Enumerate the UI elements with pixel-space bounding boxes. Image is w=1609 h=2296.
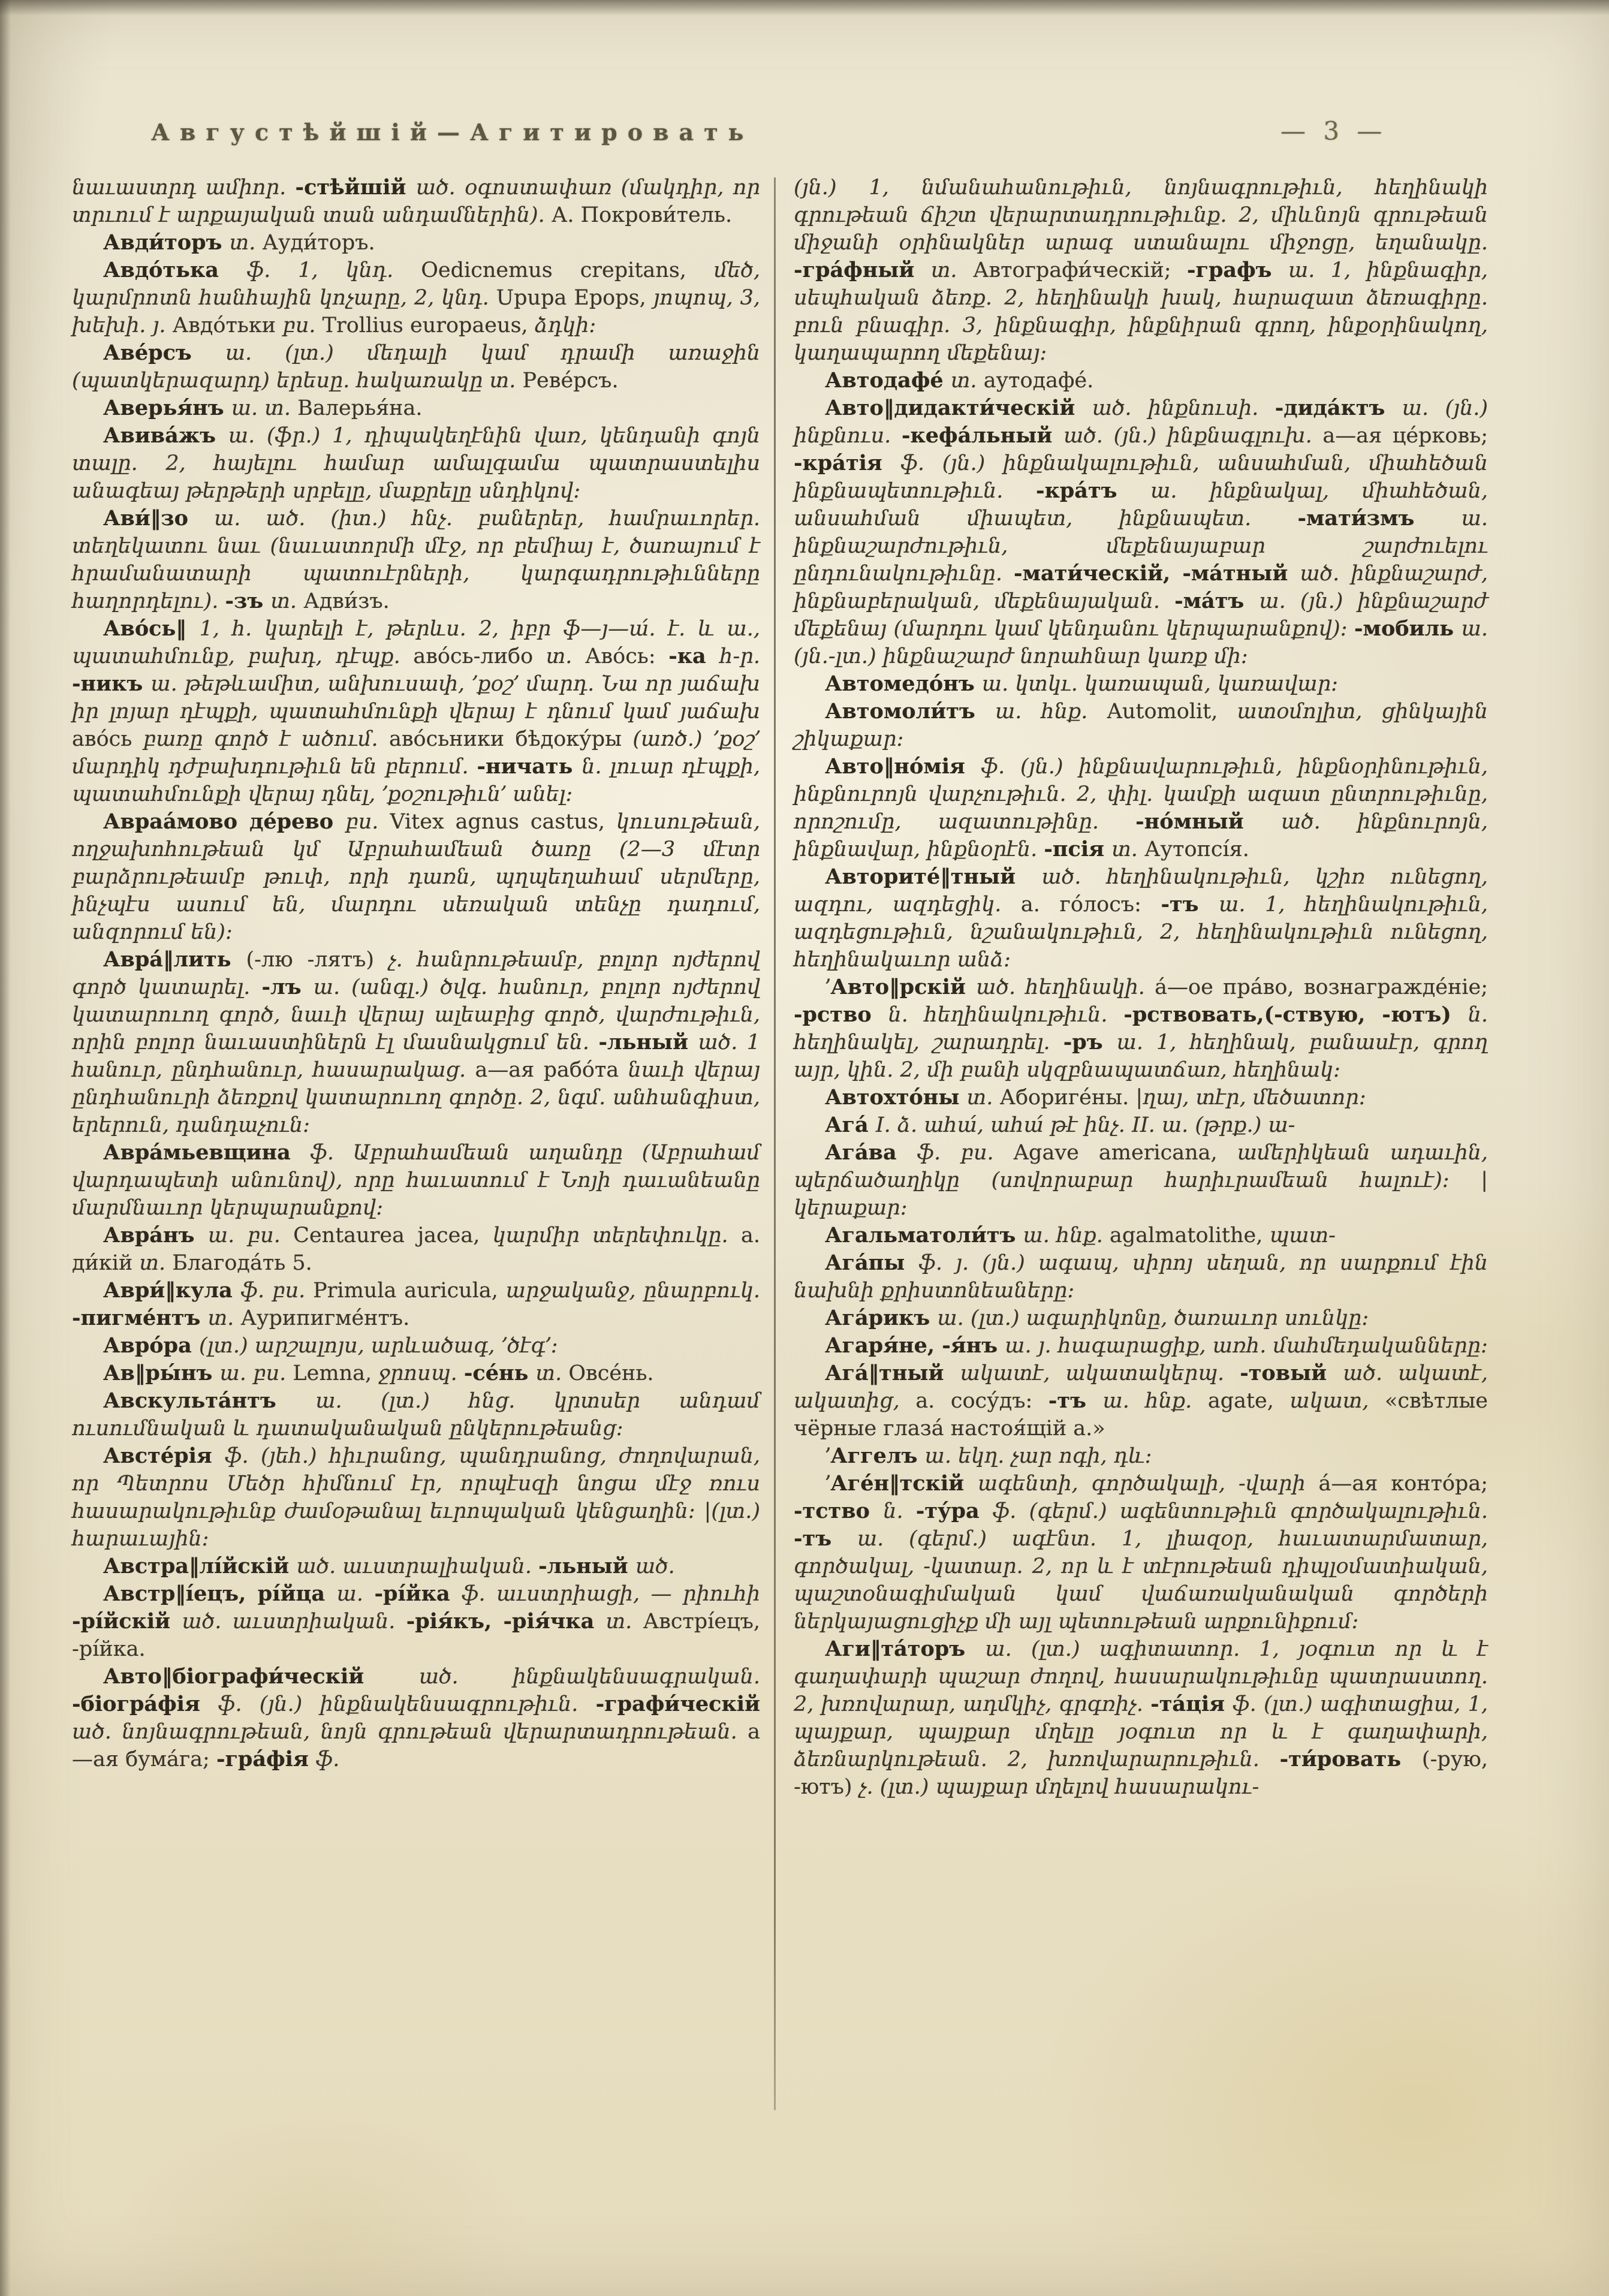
headword: Аге́н‖тскій [830, 1471, 978, 1496]
entry-text: ա. (գերմ.) ագէնտ. 1, լիազօր, հաւատարմատար, գործակալ, -կատար. 2, որ և է տէրութեան դիպլօմատիական, պաշտօնագիմական կամ վաճառականական գործերի ներկայացուցիչք մի այլ պետութեան արքունիքում: [794, 1527, 1489, 1634]
entry-text: ն. լուար դէպքի, պատահմունքի վերայ դնել, ՚քօշութիւն՚ անել: [72, 755, 760, 806]
entry-text: ա. (յն.) ինքնուս. [794, 396, 1488, 448]
entry-text: ա. (լտ.) ագիտատոր. 1, յօգուտ որ և է գաղափարի պաշար ժողով, հասարակութիւնը պատրաստող. 2, խռովարար, ադմկիչ, գրգռիչ. [794, 1637, 1488, 1716]
entry-text: չ. հանրութեամբ, բոլոր ոյժերով գործ կատարել. [72, 948, 760, 999]
entry-text: ած. 1 հանուր, ընդհանուր, հասարակաց. [72, 1031, 760, 1082]
entry-text: մեծ, կարմրոտն հանհային կոչարը, 2, կնդ. [72, 258, 760, 310]
headword: Авто‖рскій [830, 975, 977, 999]
dictionary-entry [794, 367, 1488, 394]
dictionary-entry [794, 1139, 1488, 1222]
entry-text: ած. (յն.) ինքնագլուխ. [1063, 424, 1323, 448]
page-top-shadow [0, 0, 1609, 16]
headword: -лъ [261, 975, 314, 999]
entry-text: а—ая це́рковь; [1322, 424, 1488, 448]
running-head: Августѣйшій—Агитировать [151, 119, 754, 146]
headword: Австе́рія [103, 1444, 225, 1468]
entry-text: տ. [546, 644, 585, 668]
dictionary-entry [72, 1360, 760, 1387]
headword: Авди́торъ [103, 230, 230, 255]
headword: -біогра́фія [72, 1692, 219, 1716]
entry-text: а—ая бума́га; [72, 1720, 760, 1771]
entry-text: տ. [270, 589, 304, 613]
entry-text: տ. [229, 231, 263, 255]
headword: -рство [794, 1002, 888, 1027]
entry-text: ֆ. (յն.) ինքնակենսագրութիւն. [218, 1692, 596, 1716]
entry-text: կուսութեան, ողջախոհութեան կմ Աբրահամեան ծառը (2—3 մէտր բարձրութեամբ թուփ, որի դառն, պղպեղահամ սերմերը, ինչպէս ասում են, մարդու սեռական տենչը դադում, անզորում են): [72, 810, 760, 944]
entry-text: տ. [207, 1306, 241, 1330]
entry-text: ա. 1, ինքնագիր, սեպհական ձեռք. 2, հեղինակի խակ, հարազատ ձեռագիրը. բուն բնագիր. 3, ինքնագիր, ինքնիրան գրող, ինքօրինակող, կաղապարող մեքենայ: [794, 258, 1488, 365]
headword: -рія́къ, -рія́чка [406, 1609, 606, 1634]
entry-text: նաւի վերայ ընդհանուրի ձեռքով կատարուող գործը. 2, նգմ. անհանգիստ, երերուն, դանդաչուն: [72, 1058, 760, 1137]
entry-text: |ղայ, տէր, մեծատոր: [1135, 1086, 1366, 1110]
dictionary-entry [72, 422, 760, 505]
entry-text: аво́сьники бѣдоку́ры [388, 727, 633, 751]
headword: Авто‖біографи́ческій [103, 1664, 419, 1689]
headword: Ага́пы [825, 1251, 919, 1275]
entry-text: Реве́рсъ. [522, 369, 619, 393]
headword: -зъ [225, 589, 271, 613]
entry-text: ն. [883, 1499, 916, 1523]
dictionary-entry [72, 1139, 760, 1222]
entry-text: ֆ. (յն.) ինքնակալութիւն, անսահման, միահեծան ինքնապետութիւն. [794, 451, 1488, 503]
entry-text: (-лю -лятъ) [246, 948, 388, 972]
entry-text: ած. ինքնուսի. [1092, 396, 1275, 420]
headword: -льный [598, 1030, 698, 1054]
dictionary-entry [72, 1663, 760, 1773]
entry-text: ած. ինքնուրոյն, ինքնավար, ինքնօրէն. [794, 810, 1489, 861]
headword: -тъ [794, 1526, 857, 1551]
dictionary-entry [794, 1111, 1488, 1139]
entry-text: տ. [950, 369, 984, 393]
headword: -се́нь [463, 1361, 536, 1385]
entry-text: ա. 1, հեղինակ, բանասէր, գրող այր, կին. 2, մի բանի սկզբնապատճառ, հեղինակ: [794, 1031, 1488, 1082]
headword: Авива́жъ [103, 423, 228, 448]
entry-text: ֆ. (լտ.) ագիտացիա, 1, պայքար, պայքար մղելը յօգուտ որ և է գաղափարի, ձեռնարկութեան. 2, խռովարարութիւն. [794, 1692, 1488, 1771]
dictionary-entry [794, 670, 1488, 698]
dictionary-entry [794, 174, 1488, 367]
headword: Аво́сь‖ [103, 616, 200, 641]
headword: -ти́ровать [1279, 1747, 1422, 1771]
entry-text: аутодафе́. [983, 369, 1094, 393]
dictionary-entry [794, 1332, 1488, 1360]
headword: Австр‖і́ецъ, рі́йца [103, 1581, 337, 1606]
entry-text: ն. հեղինակել, շարադրել. [794, 1003, 1488, 1054]
entry-text: ֆ. աւստրիացի, — րիուհի [462, 1582, 760, 1606]
entry-text: а. го́лосъ: [1020, 893, 1161, 917]
entry-text: ակատ, [1289, 1389, 1385, 1413]
entry-text: Automolit, [1107, 700, 1237, 724]
entry-text: ֆ. (յեհ.) հիւրանոց, պանդրանոց, ժողովարան, որ Պետրոս Մեծր հիմնում էր, որպէսզի նոցա մէջ ռուս հասարակութիւնք ժամօթանալ եւրոպական կենցաղին։ |(լտ.) հարաւային: [72, 1444, 760, 1551]
headword: -кра́тія [794, 451, 901, 475]
headword: Автомоли́тъ [825, 699, 996, 724]
entry-text: agate, [1207, 1389, 1290, 1413]
dictionary-entry [72, 1332, 760, 1360]
entry-text: ա. (յն.) ինքնաշարժ մեքենայ (մարդու կամ կենդանու կերպարանքով): [794, 589, 1488, 641]
entry-text: Валерья́на. [297, 396, 423, 420]
headword: Ави́‖зо [103, 506, 215, 531]
column-divider-rule [774, 177, 776, 2110]
entry-text: տ. [139, 1251, 173, 1275]
headword: Ага́‖тный [825, 1361, 960, 1385]
headword: -ка [668, 644, 720, 668]
dictionary-entry [72, 946, 760, 1139]
entry-text: ած. օգոստափառ (մակդիր, որ տրւում է արքայական տան անդամներին). [72, 176, 760, 227]
headword: -рі́йскій [72, 1609, 182, 1634]
entry-text: Agave americana, [1013, 1141, 1237, 1165]
entry-text: ած. ինքնակենսագրական. [418, 1665, 760, 1689]
headword: -графъ [1186, 258, 1289, 282]
dictionary-entry [72, 1580, 760, 1663]
dictionary-entry [72, 339, 760, 394]
entry-text: ֆ. (յն.) ինքնավարութիւն, ինքնօրինութիւն, ինքնուրոյն վարչութիւն. 2, փիլ. կամքի ազատ ընտրութիւնը, որոշումը, ազատութինը. [794, 755, 1489, 834]
headword: Аве́рсъ [103, 341, 225, 365]
headword: -тъ [1161, 892, 1219, 917]
entry-text: ՚ [825, 1472, 831, 1496]
entry-text: բառը գործ է ածում. [143, 727, 389, 751]
entry-text: ա. բս. [207, 1224, 294, 1248]
entry-text: ֆ. Աբրահամեան աղանդը (Աբրահամ վարդապետի անունով), որը հաւատում է Նոյի դաւանեանը մարմնաւոր կերպարանքով: [72, 1141, 760, 1220]
entry-text: ա. ինքնակալ, միահեծան, անսահման միապետ, ինքնապետ. [794, 479, 1488, 531]
entry-text: (լտ.) արշալոյս, արևածագ, ՚ծէգ՚: [198, 1334, 558, 1358]
entry-text: ա. (անգլ.) ծվգ. հանուր, բոլոր ոյժերով կատարուող գործ, նաւի վերայ ալեաբից գործ, վարժութիւն, որին բոլոր նաւաստիներն էլ մասնակցում են. [72, 975, 761, 1054]
entry-text: Автографи́ческій; [972, 258, 1187, 282]
entry-text: аво́сь [72, 727, 143, 751]
dictionary-entry [794, 1360, 1488, 1442]
entry-text: տ. [930, 258, 973, 282]
headword: -ръ [1063, 1030, 1117, 1054]
headword: Автодафе́ [825, 368, 951, 393]
entry-text: ած. ինքնաշարժ, ինքնաբերական, մեքենայական. [794, 562, 1489, 613]
entry-text: ա. թեթևամիտ, անխուսափ, ՚քօշ՚ մարդ. Նա որ յաճախ իր լոյար դէպքի, պատահմունքի վերայ է դնում կամ յաճախ [72, 672, 760, 724]
headword: -псія [1044, 837, 1112, 861]
entry-text: I. ձ. ահա́, ահա́ թէ ինչ. II. ա. (թրք.) ա- [875, 1113, 1295, 1137]
entry-text: Авдо́тьки [172, 314, 283, 338]
entry-text: բս. [345, 810, 390, 834]
dictionary-entry [794, 1635, 1488, 1801]
entry-text: Благода́ть 5. [172, 1251, 312, 1275]
right-column [794, 174, 1488, 1801]
headword: -рі́йка [374, 1581, 462, 1606]
entry-text: ատօմոլիտ, ցինկային շիկաքար: [794, 700, 1488, 751]
headword: -тство [794, 1499, 884, 1523]
entry-text: ֆ. բս. [917, 1141, 1014, 1165]
dictionary-entry [72, 1222, 760, 1277]
headword: Авра́нъ [103, 1223, 208, 1248]
entry-text: ա. (յն.-լտ.) ինքնաշարժ նորահնար կառք մի: [794, 617, 1488, 668]
dictionary-entry [794, 1084, 1488, 1111]
headword: -ма́тъ [1174, 589, 1260, 613]
entry-text: (առծ.) ՚քօշ՚ մարդիկ դժբախդութիւն են բերում. [72, 727, 760, 779]
entry-text: ա. յ. հագարացիք, առհ. մահմեդականները: [1005, 1334, 1488, 1358]
entry-text: А. Покрови́тель. [551, 203, 733, 227]
entry-text: տ. [966, 1086, 1000, 1110]
entry-text: ագենտի, գործակալի, -վարի [978, 1472, 1319, 1496]
dictionary-entry [72, 1553, 760, 1580]
headword: Аври́‖кула [103, 1278, 241, 1303]
entry-text: ֆ. բս. [240, 1279, 314, 1303]
entry-text: ՚ [825, 1444, 831, 1468]
entry-text: ա. (ֆր.) 1, դիպակեղէնին վառ, կենդանի գոյն տալը. 2, հայելու համար ամալգամա պատրաստելիս անագեայ թերթերի սրբելը, մաքրելը սնդիկով։ [72, 424, 760, 503]
entry-text: ֆ. [315, 1747, 340, 1771]
headword: Авро́ра [103, 1333, 199, 1358]
dictionary-entry [72, 174, 760, 229]
entry-text: а́—ая конто́ра; [1318, 1472, 1488, 1496]
entry-text: ած. աւստրալիական. [296, 1554, 539, 1578]
entry-text: ած. աւստրիական. [182, 1610, 406, 1634]
headword: Авра́мьевщина [103, 1140, 311, 1165]
dictionary-entry [72, 505, 760, 615]
entry-text: ֆ. (գերմ.) ագենտութիւն գործակալութիւն. [992, 1499, 1488, 1523]
entry-text: Аутопсі́я. [1144, 837, 1249, 861]
headword: Авраа́мово де́рево [103, 809, 346, 834]
headword: -гра́фія [216, 1747, 316, 1771]
entry-text: Oedicnemus crepitans, [421, 258, 714, 282]
entry-text: ա. տ. [231, 396, 298, 420]
dictionary-entry [794, 1470, 1488, 1635]
entry-text: ա. կտկւ. կառապան, կառավար: [981, 672, 1338, 696]
dictionary-entry [72, 394, 760, 422]
entry-text: Абориге́ны. [999, 1086, 1136, 1110]
page-number: — 3 — [1280, 116, 1387, 146]
headword: -тъ [1048, 1388, 1103, 1413]
entry-text: կարմիր տերեփուկը. [492, 1224, 741, 1248]
dictionary-entry [794, 753, 1488, 863]
entry-text: ած. հեղինակի. [976, 975, 1155, 999]
page-left-shadow [0, 0, 11, 2296]
entry-text: Овсе́нь. [568, 1361, 654, 1385]
headword: Ага́ва [825, 1140, 917, 1165]
entry-text: а. ди́кій [72, 1224, 760, 1275]
headword: Аггелъ [830, 1444, 925, 1468]
entry-text: а—ая рабо́та [475, 1058, 628, 1082]
entry-text: Ауди́торъ. [262, 231, 375, 255]
headword: Аги‖та́торъ [825, 1637, 986, 1661]
dictionary-entry [72, 257, 760, 339]
entry-text: ա. հնք. [995, 700, 1107, 724]
headword: Авторите́‖тный [825, 864, 1042, 889]
entry-text: ա. [336, 1582, 375, 1606]
entry-text: Primula auricula, [313, 1279, 506, 1303]
headword: Ав‖ры́нъ [103, 1361, 220, 1385]
headword: -мати́ческій, -ма́тный [1014, 561, 1300, 586]
headword: Автохто́ны [825, 1085, 967, 1110]
entry-text: ա. բս. [219, 1361, 293, 1385]
entry-text: ամերիկեան ադաւին, պերճածաղիկը (սովորաբար հարիւրամեան հալուէ): |կերաքար: [794, 1141, 1489, 1220]
dictionary-entry [794, 863, 1488, 974]
entry-text: (յն.) 1, նմանահանութիւն, նոյնագրութիւն, հեղինակի գրութեան ճիշտ վերարտադրութիւնք. 2, միևնոյն գրութեան միջանի օրինակներ արագ ստանալու միջոցը, եղանակը. [794, 176, 1488, 255]
headword: Авто‖дидакти́ческій [825, 396, 1092, 420]
headword: Агальматоли́тъ [825, 1223, 1023, 1248]
headword: -кра́тъ [1035, 478, 1151, 503]
headword: -графи́ческій [595, 1692, 760, 1716]
headword: Авскульта́нтъ [103, 1388, 316, 1413]
entry-text: Адви́зъ. [303, 589, 390, 613]
dictionary-entry [72, 615, 760, 808]
dictionary-entry [72, 808, 760, 946]
headword: -та́ція [1150, 1692, 1233, 1716]
entry-text: ա. ինքնաշարժութիւն, մեքենայաբար շարժուելու ընդունակութիւնը. [794, 507, 1488, 586]
headword: Ага́рикъ [825, 1306, 938, 1330]
entry-text: չ. (լտ.) պայքար մղելով հասարակու- [858, 1775, 1260, 1799]
dictionary-entry [72, 1387, 760, 1442]
entry-text: а́—ое пра́во, вознагражде́ніе; [1155, 975, 1488, 999]
entry-text: ֆ. 1, կնդ. [246, 258, 421, 282]
entry-text: ած. [635, 1554, 675, 1578]
headword: -пигме́нтъ [72, 1306, 208, 1330]
headword: -мобиль [1354, 616, 1462, 641]
headword: -льный [538, 1554, 635, 1578]
entry-text: ակատէ, ակատակերպ. [960, 1361, 1240, 1385]
headword: -товый [1240, 1361, 1343, 1385]
headword: Авдо́тька [103, 258, 247, 282]
entry-text: Upupa Epops, [496, 286, 653, 310]
headword: Авра́‖лить [103, 947, 246, 972]
dictionary-entry [794, 1442, 1488, 1470]
dictionary-entry [794, 1249, 1488, 1304]
entry-text: ձդկի։ [534, 314, 596, 338]
entry-text: ա. եկղ. չար ոգի, դև: [924, 1444, 1152, 1468]
dictionary-entry [72, 1277, 760, 1332]
headword: -рствовать,(-ствую, -ютъ) [1123, 1002, 1468, 1027]
entry-text: ա. (լտ.) հնց. կրտսեր անդամ ուսումնական և դատականական ընկերութեանց: [72, 1389, 760, 1441]
entry-text: նաւաստրդ ամիոր. [72, 176, 296, 200]
entry-text: բս. [282, 314, 323, 338]
entry-text: Centaurea jacea, [293, 1224, 493, 1248]
headword: Австра‖лі́йскій [103, 1554, 297, 1578]
entry-text: Аурипигме́нтъ. [240, 1306, 410, 1330]
headword: -но́мный [1135, 809, 1281, 834]
entry-text: ՚ [825, 975, 831, 999]
entry-text: agalmatolithe, [1110, 1224, 1270, 1248]
entry-text: «свѣтлые чёрные глаза́ настоя́щій а.» [794, 1389, 1489, 1441]
headword: Аверья́нъ [103, 396, 231, 420]
entry-text: ա. 1, հեղինակութիւն, ազդեցութիւն, նշանակութիւն, 2, հեղինակութիւն ունեցող, հեղինակաւոր անձ: [794, 893, 1488, 972]
entry-text: ած. նոյնագրութեան, նոյն գրութեան վերարտադրութեան. [72, 1720, 748, 1744]
headword: -дида́ктъ [1274, 396, 1402, 420]
headword: -кефа́льный [901, 423, 1064, 448]
left-column [72, 174, 760, 1773]
entry-text: հ-ր. [719, 644, 761, 668]
entry-text: ա. (լտ.) ագարիկոնը, ծառաւոր սունկը: [937, 1306, 1369, 1330]
entry-text: аво́сь-либо [413, 644, 546, 668]
entry-text: յոպոպ, 3, խեխի. յ. [72, 286, 761, 338]
dictionary-entry [72, 229, 760, 257]
dictionary-entry [794, 1304, 1488, 1332]
entry-text: ն. հեղինակութիւն. [888, 1003, 1124, 1027]
entry-text: Vitex agnus castus, [390, 810, 616, 834]
entry-text: ա. հնք. [1023, 1224, 1110, 1248]
entry-text: Trollius europaeus, [322, 314, 535, 338]
entry-text: Lemna, [293, 1361, 379, 1385]
entry-text: а. сосу́дъ: [915, 1389, 1048, 1413]
entry-text: ֆ. յ. (յն.) ագապ, սիրոյ սեղան, որ սարքում էին նախնի քրիստոնեաները: [794, 1251, 1488, 1303]
entry-text: Аво́сь: [584, 644, 669, 668]
dictionary-entry [794, 394, 1488, 670]
dictionary-entry [794, 698, 1488, 753]
headword: -стѣйшій [295, 175, 416, 200]
entry-text: ա. (լտ.) մեդալի կամ դրամի առաջին (պատկերազարդ) երեսը. հակառակը տ. [72, 341, 760, 393]
headword: Ага́ [825, 1113, 876, 1137]
entry-text: պատ- [1269, 1224, 1336, 1248]
entry-text: արջականջ, ընարբուկ. [505, 1279, 761, 1303]
headword: Авто‖но́мія [825, 754, 981, 779]
dictionary-entry [794, 1222, 1488, 1249]
headword: Автомедо́нъ [825, 671, 982, 696]
entry-text: տ. [1111, 837, 1144, 861]
entry-text: ած. ակատէ, ակատից, [794, 1361, 1488, 1413]
entry-text: 1, հ. կարելի է, թերևս. 2, իբր ֆ—յ—ա́. է. և ա., պատահմունք, բախդ, դէպք. [72, 617, 761, 668]
headword: -ничать [477, 754, 582, 779]
headword: Агаря́не, -я́нъ [825, 1333, 1005, 1358]
entry-text: ա. հնք. [1102, 1389, 1208, 1413]
headword: -никъ [72, 671, 151, 696]
entry-text: ջրոսպ. [378, 1361, 464, 1385]
entry-text: (-рую, -ютъ) [794, 1747, 1488, 1799]
entry-text: տ. [535, 1361, 569, 1385]
entry-text: ա. ած. (իտ.) հնչ. բաներեր, համրաւորեր. տեղեկատու նաւ (նաւատորմի մէջ, որ բեմիայ է, ծառայում է հրամանատարի պատուէրների, կարգադրութիւնները հաղորդելու). [72, 507, 760, 613]
headword: -мати́змъ [1297, 506, 1462, 531]
headword: -гра́фный [794, 258, 931, 282]
dictionary-entry [794, 974, 1488, 1084]
headword: -ту́ра [915, 1499, 993, 1523]
entry-text: ած. հեղինակութիւն, կշիռ ունեցող, ազդու, ազդեցիկ. [794, 865, 1488, 917]
entry-text: տ. [605, 1610, 643, 1634]
entry-text: Австрі́ецъ, -рі́йка. [72, 1610, 760, 1661]
dictionary-entry [72, 1442, 760, 1553]
